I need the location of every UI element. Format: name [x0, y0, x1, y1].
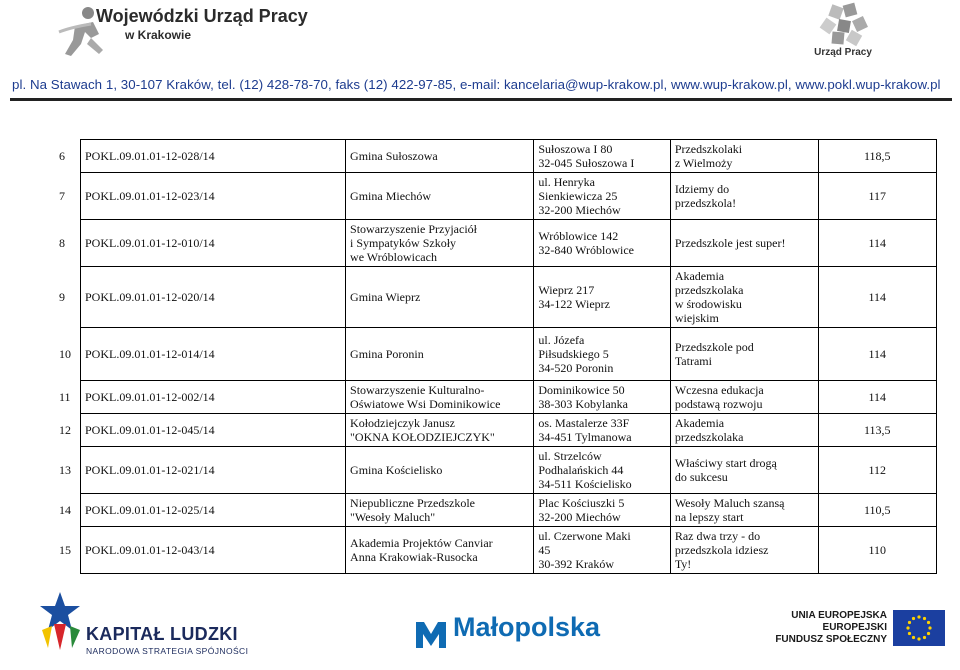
cell-address: Dominikowice 50 38-303 Kobylanka [534, 381, 670, 414]
page-footer [0, 590, 960, 670]
eu-line-3: FUNDUSZ SPOŁECZNY [775, 634, 887, 645]
contact-address: pl. Na Stawach 1, 30-107 Kraków, tel. (12) 428-78-70, faks (12) 422-97-85, e-mail: kancelaria@wup-krakow.pl, www.wup-krakow.pl, www.pokl.wup-krakow.pl [12, 77, 941, 92]
project-code: POKL.09.01.01-12-021/14 [85, 463, 215, 477]
cell-score: 113,5 [818, 414, 936, 447]
cell-project-title: Przedszkolaki z Wielmoży [670, 140, 818, 173]
cell-score: 118,5 [818, 140, 936, 173]
cell-address: Sułoszowa I 80 32-045 Sułoszowa I [534, 140, 670, 173]
project-code: POKL.09.01.01-12-020/14 [85, 290, 215, 304]
project-code: POKL.09.01.01-12-002/14 [85, 390, 215, 404]
eu-star-icon [923, 636, 926, 639]
cell-project-title: Idziemy do przedszkola! [670, 173, 818, 220]
cell-project-title: Przedszkole pod Tatrami [670, 328, 818, 381]
cell-address: ul. Józefa Piłsudskiego 5 34-520 Poronin [534, 328, 670, 381]
kapital-ludzki-title: KAPITAŁ LUDZKI [86, 624, 238, 644]
org-subtitle: w Krakowie [125, 28, 192, 42]
cell-applicant: Stowarzyszenie Kulturalno- Oświatowe Wsi Dominikowice [346, 381, 534, 414]
cell-project-title: Wesoły Maluch szansą na lepszy start [670, 494, 818, 527]
cell-applicant: Gmina Sułoszowa [346, 140, 534, 173]
cell-number-code [59, 328, 346, 381]
eu-text [737, 610, 887, 646]
cell-score: 110 [818, 527, 936, 574]
table-row [81, 328, 937, 381]
cell-applicant: Gmina Miechów [346, 173, 534, 220]
cell-applicant: Akademia Projektów Canviar Anna Krakowiak-Rusocka [346, 527, 534, 574]
cell-project-title: Wczesna edukacja podstawą rozwoju [670, 381, 818, 414]
eu-star-icon [917, 637, 920, 640]
cell-address: Plac Kościuszki 5 32-200 Miechów [534, 494, 670, 527]
cell-applicant: Stowarzyszenie Przyjaciół i Sympatyków Szkoły we Wróblowicach [346, 220, 534, 267]
right-logo-text: Urząd Pracy [814, 47, 872, 58]
row-number: 14 [59, 503, 71, 517]
cell-number-code [59, 173, 346, 220]
cell-applicant: Gmina Kościelisko [346, 447, 534, 494]
cell-applicant: Gmina Poronin [346, 328, 534, 381]
cell-score: 117 [818, 173, 936, 220]
cell-number-code [59, 527, 346, 574]
table-row [81, 494, 937, 527]
cell-number-code [59, 381, 346, 414]
cell-score: 110,5 [818, 494, 936, 527]
eu-star-icon [927, 621, 930, 624]
cell-project-title: Właściwy start drogą do sukcesu [670, 447, 818, 494]
cell-applicant: Kołodziejczyk Janusz "OKNA KOŁODZIEJCZYK" [346, 414, 534, 447]
cell-applicant: Niepubliczne Przedszkole "Wesoły Maluch" [346, 494, 534, 527]
cell-number-code [59, 414, 346, 447]
project-code: POKL.09.01.01-12-010/14 [85, 236, 215, 250]
eu-line-1: UNIA EUROPEJSKA [791, 610, 887, 621]
cell-score: 112 [818, 447, 936, 494]
table-row [81, 173, 937, 220]
eu-star-icon [908, 632, 911, 635]
table-row [81, 414, 937, 447]
cell-address: Wieprz 217 34-122 Wieprz [534, 267, 670, 328]
star-arrows-logo-icon [36, 590, 84, 652]
table-row [81, 220, 937, 267]
eu-star-icon [906, 626, 909, 629]
eu-flag-icon [893, 610, 945, 646]
eu-star-icon [908, 621, 911, 624]
cell-project-title: Raz dwa trzy - do przedszkola idziesz Ty! [670, 527, 818, 574]
table-row [81, 267, 937, 328]
cell-project-title: Akademia przedszkolaka w środowisku wiejskim [670, 267, 818, 328]
eu-star-icon [927, 632, 930, 635]
project-code: POKL.09.01.01-12-025/14 [85, 503, 215, 517]
row-number: 7 [59, 189, 65, 203]
row-number: 15 [59, 543, 71, 557]
cell-score: 114 [818, 381, 936, 414]
urzad-pracy-cube-logo-icon [808, 2, 878, 50]
cell-address: ul. Strzelców Podhalańskich 44 34-511 Kościelisko [534, 447, 670, 494]
eu-star-icon [928, 626, 931, 629]
row-number: 10 [59, 347, 71, 361]
project-code: POKL.09.01.01-12-014/14 [85, 347, 215, 361]
kapital-ludzki-subtitle: NARODOWA STRATEGIA SPÓJNOŚCI [86, 646, 249, 656]
table-row [81, 381, 937, 414]
table-row [81, 140, 937, 173]
project-code: POKL.09.01.01-12-028/14 [85, 149, 215, 163]
project-code: POKL.09.01.01-12-023/14 [85, 189, 215, 203]
cell-address: ul. Henryka Sienkiewicza 25 32-200 Miechów [534, 173, 670, 220]
cell-project-title: Akademia przedszkolaka [670, 414, 818, 447]
cell-number-code [59, 267, 346, 328]
row-number: 13 [59, 463, 71, 477]
row-number: 11 [59, 390, 71, 404]
results-table [59, 139, 937, 574]
project-code: POKL.09.01.01-12-045/14 [85, 423, 215, 437]
row-number: 8 [59, 236, 65, 250]
cell-score: 114 [818, 220, 936, 267]
cell-number-code [59, 140, 346, 173]
cell-score: 114 [818, 267, 936, 328]
eu-star-icon [912, 617, 915, 620]
cell-score: 114 [818, 328, 936, 381]
cell-project-title: Przedszkole jest super! [670, 220, 818, 267]
table-row [81, 527, 937, 574]
eu-star-icon [912, 636, 915, 639]
cell-number-code [59, 220, 346, 267]
page-header [0, 0, 960, 100]
eu-star-icon [917, 615, 920, 618]
row-number: 6 [59, 149, 65, 163]
cell-address: Wróblowice 142 32-840 Wróblowice [534, 220, 670, 267]
cell-number-code [59, 494, 346, 527]
org-name: Wojewódzki Urząd Pracy [96, 6, 308, 26]
cell-address: ul. Czerwone Maki 45 30-392 Kraków [534, 527, 670, 574]
row-number: 9 [59, 290, 65, 304]
project-code: POKL.09.01.01-12-043/14 [85, 543, 215, 557]
row-number: 12 [59, 423, 71, 437]
malopolska-title: Małopolska [453, 612, 601, 642]
table-row [81, 447, 937, 494]
eu-line-2: EUROPEJSKI [822, 622, 887, 633]
cell-applicant: Gmina Wieprz [346, 267, 534, 328]
m-shape-logo-icon [414, 618, 448, 650]
eu-star-icon [923, 617, 926, 620]
header-divider [10, 98, 952, 101]
cell-address: os. Mastalerze 33F 34-451 Tylmanowa [534, 414, 670, 447]
cell-number-code [59, 447, 346, 494]
